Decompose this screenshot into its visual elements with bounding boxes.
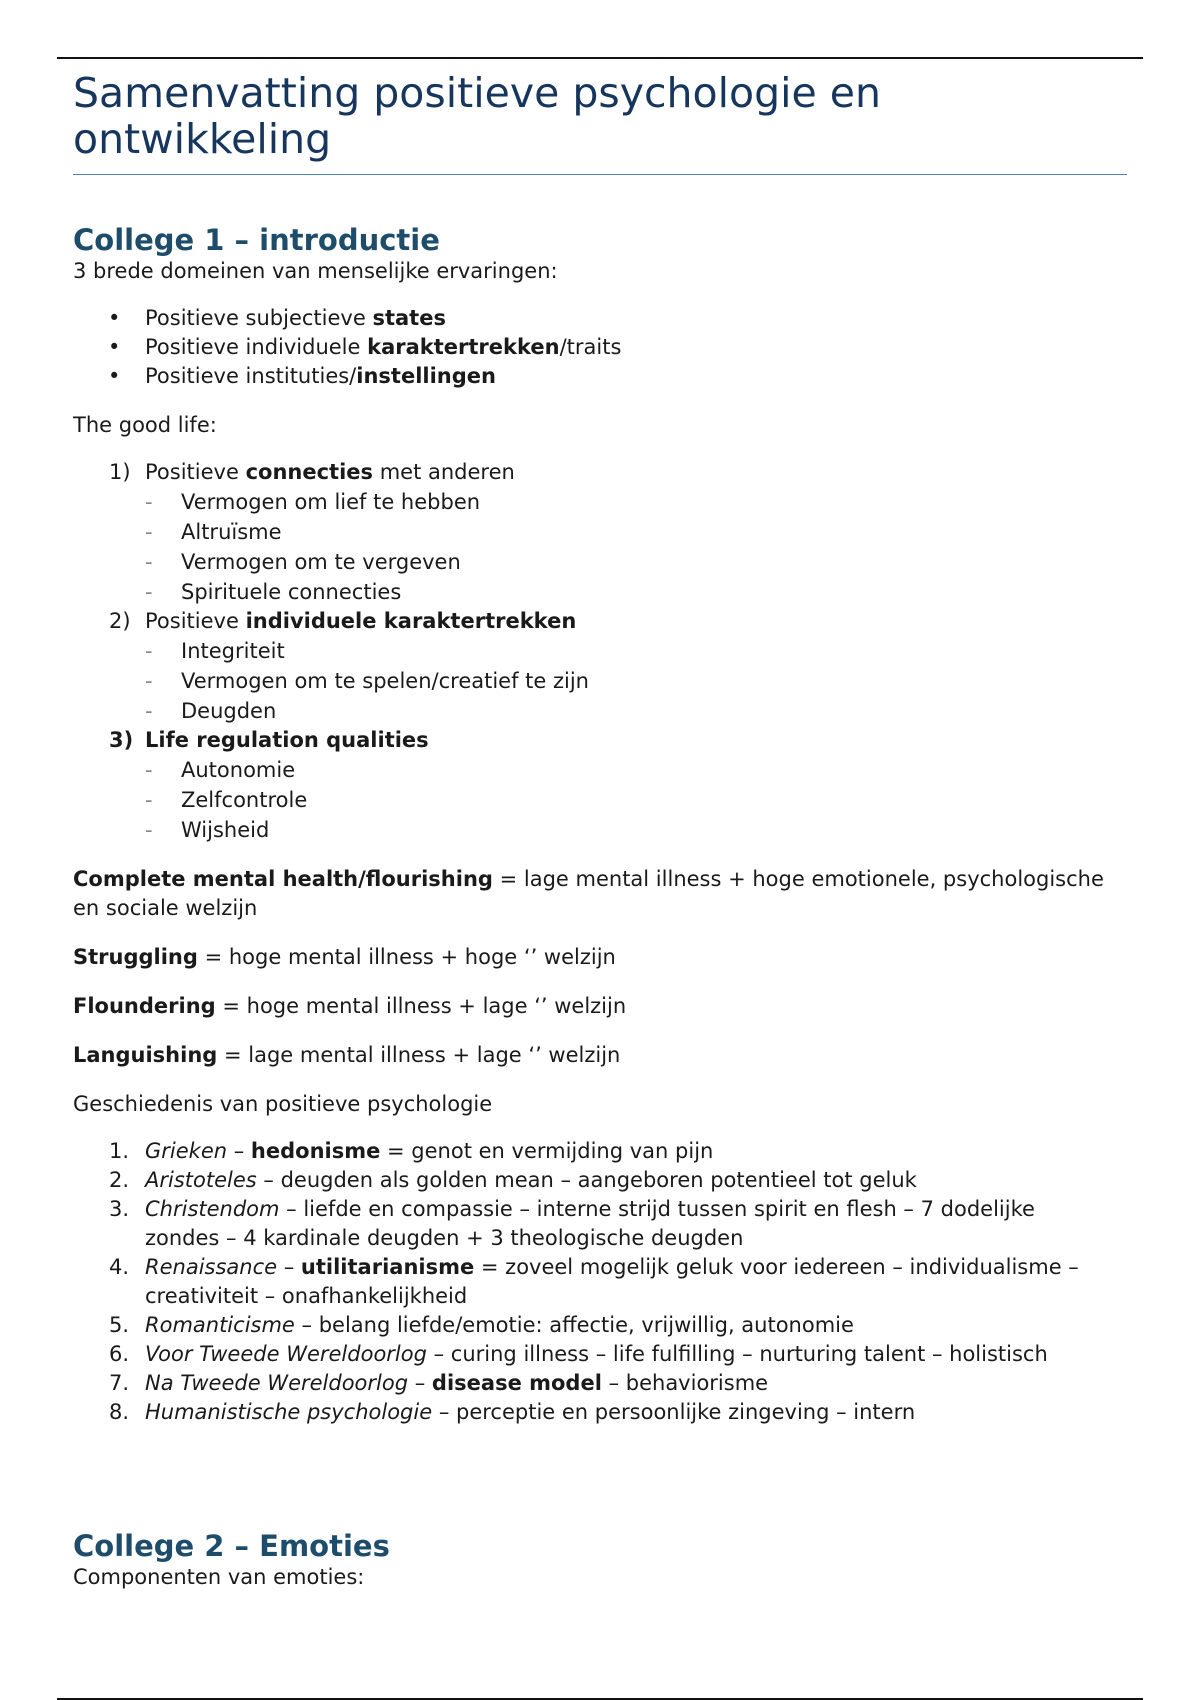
sub-item: - Vermogen om te vergeven (145, 547, 1133, 577)
sub-item: - Spirituele connecties (145, 577, 1133, 607)
emotions-intro: Componenten van emoties: (73, 1565, 365, 1589)
sub-item: - Integriteit (145, 636, 1133, 666)
sub-item: - Vermogen om te spelen/creatief te zijn (145, 666, 1133, 696)
domains-list (73, 304, 1133, 391)
list-item: 7. Na Tweede Wereldoorlog – disease model – behaviorisme (109, 1371, 769, 1395)
college-2-heading: College 2 – Emoties (73, 1529, 390, 1563)
sub-item: - Autonomie (145, 755, 1133, 785)
college-1-heading: College 1 – introductie (73, 223, 440, 257)
history-list (73, 1137, 1133, 1427)
sub-list (145, 755, 1133, 845)
sub-item: - Vermogen om lief te hebben (145, 487, 1133, 517)
definition-languishing: Languishing = lage mental illness + lage ‘’ welzijn (73, 1043, 621, 1067)
list-item: 6. Voor Tweede Wereldoorlog – curing illness – life fulfilling – nurturing talent – holistisch (109, 1342, 1048, 1366)
sub-item: - Altruïsme (145, 517, 1133, 547)
list-item: 2) Positieve individuele karaktertrekken - Integriteit - Vermogen om te spelen/creatief te zijn - Deugden (73, 607, 1133, 726)
top-border-line (57, 57, 1143, 59)
sub-item: - Wijsheid (145, 815, 1133, 845)
list-item: 3) Life regulation qualities - Autonomie - Zelfcontrole - Wijsheid (73, 726, 1133, 845)
list-item: 4. Renaissance – utilitarianisme = zoveel mogelijk geluk voor iedereen – individualisme – creativiteit – onafhankelijkheid (109, 1255, 1079, 1308)
list-item: • Positieve subjectieve states (73, 304, 1133, 333)
list-item: 2. Aristoteles – deugden als golden mean – aangeboren potentieel tot geluk (109, 1168, 917, 1192)
document-title: Samenvatting positieve psychologie en ontwikkeling (73, 69, 881, 163)
list-item: 5. Romanticisme – belang liefde/emotie: affectie, vrijwillig, autonomie (109, 1313, 854, 1337)
sub-list (145, 636, 1133, 726)
list-item: • Positieve instituties/instellingen (73, 362, 1133, 391)
definition-flourishing: Complete mental health/flourishing = lage mental illness + hoge emotionele, psychologische en sociale welzijn (73, 867, 1104, 920)
sub-list (145, 487, 1133, 607)
title-underline (73, 174, 1127, 175)
list-item: • Positieve individuele karaktertrekken/traits (73, 333, 1133, 362)
list-item: 1. Grieken – hedonisme = genot en vermijding van pijn (109, 1139, 714, 1163)
definition-floundering: Floundering = hoge mental illness + lage ‘’ welzijn (73, 994, 627, 1018)
sub-item: - Deugden (145, 696, 1133, 726)
history-label: Geschiedenis van positieve psychologie (73, 1092, 493, 1116)
definition-struggling: Struggling = hoge mental illness + hoge ‘’ welzijn (73, 945, 616, 969)
sub-item: - Zelfcontrole (145, 785, 1133, 815)
list-item: 3. Christendom – liefde en compassie – interne strijd tussen spirit en flesh – 7 dodelijke zondes – 4 kardinale deugden + 3 theologische deugden (109, 1197, 1035, 1250)
domains-intro: 3 brede domeinen van menselijke ervaringen: (73, 259, 558, 283)
list-item: 1) Positieve connecties met anderen - Vermogen om lief te hebben - Altruïsme - Vermogen om te vergeven - Spirituele connecties (73, 458, 1133, 607)
good-life-label: The good life: (73, 413, 217, 437)
good-life-list (73, 458, 1133, 845)
list-item: 8. Humanistische psychologie – perceptie en persoonlijke zingeving – intern (109, 1400, 916, 1424)
document-page (73, 70, 1133, 1592)
